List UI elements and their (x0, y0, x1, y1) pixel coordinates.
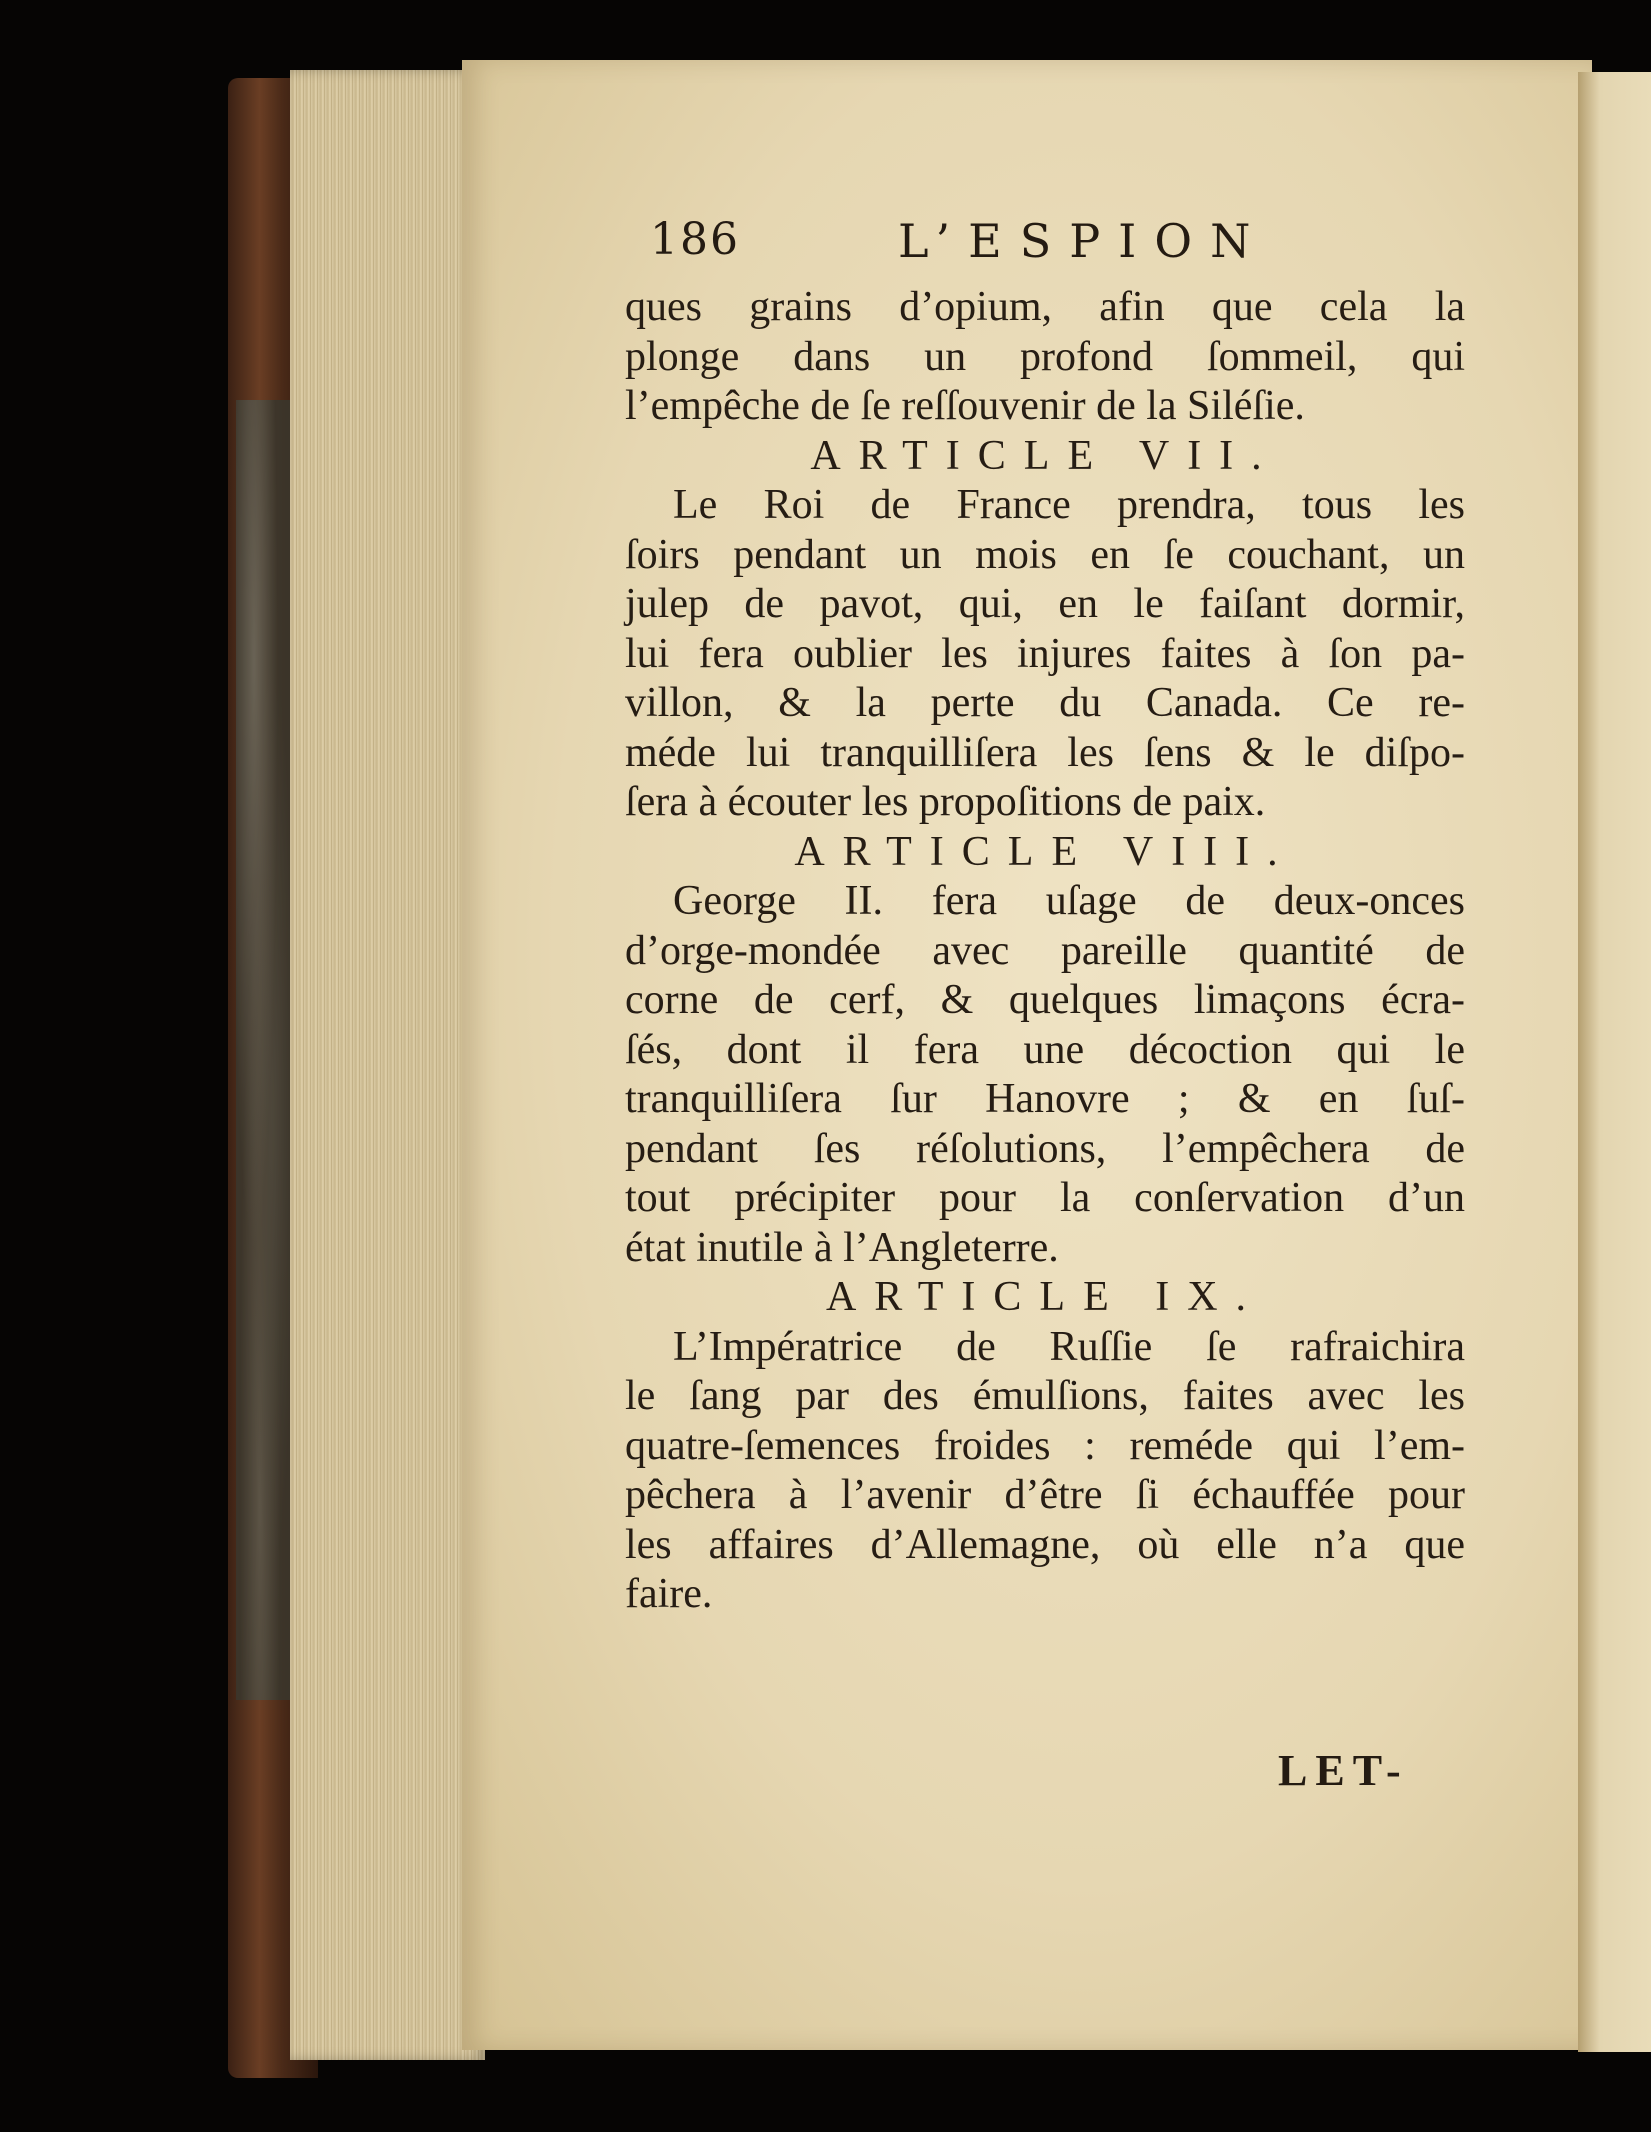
text-line: quatre-ſemences froides : reméde qui l’em- (625, 1422, 1465, 1469)
running-title: L’ESPION (898, 214, 1269, 268)
text-line: julep de pavot, qui, en le faiſant dormir, (625, 581, 1465, 627)
text-line: corne de cerf, & quelques limaçons écra- (625, 977, 1465, 1023)
text-line: George II. fera uſage de deux-onces (673, 878, 1465, 924)
text-line: pendant ſes réſolutions, l’empêchera de (625, 1125, 1465, 1172)
text-line: ſoirs pendant un mois en ſe couchant, un (625, 531, 1465, 578)
text-line: l’empêche de ſe reſſouvenir de la Siléſie. (625, 383, 1305, 429)
running-head (650, 214, 1430, 274)
article-heading: ARTICLE VII. (810, 432, 1280, 479)
text-line: état inutile à l’Angleterre. (625, 1224, 1059, 1271)
article-heading: ARTICLE IX. (825, 1274, 1265, 1320)
text-line: lui fera oublier les injures faites à ſon pa- (625, 630, 1465, 677)
text-line: d’orge-mondée avec pareille quantité de (625, 927, 1465, 974)
text-line: villon, & la perte du Canada. Ce re- (625, 680, 1465, 726)
page-number: 186 (650, 214, 740, 265)
text-line: tranquilliſera ſur Hanovre ; & en ſuſ- (625, 1076, 1465, 1122)
text-line: pêchera à l’avenir d’être ſi échauffée pour (625, 1472, 1465, 1518)
text-line: ſera à écouter les propoſitions de paix. (625, 779, 1266, 825)
body-text (625, 283, 1465, 1620)
text-line: ſés, dont il fera une décoction qui le (625, 1026, 1465, 1073)
text-line: les affaires d’Allemagne, où elle n’a que (625, 1521, 1465, 1568)
facing-page-edge (1578, 72, 1651, 2052)
text-line: ques grains d’opium, afin que cela la (625, 284, 1465, 330)
text-line: le ſang par des émulſions, faites avec les (625, 1373, 1465, 1419)
marbled-cover (236, 400, 296, 1700)
text-line: L’Impératrice de Ruſſie ſe rafraichira (673, 1323, 1465, 1370)
text-line: Le Roi de France prendra, tous les (673, 482, 1465, 528)
text-line: tout précipiter pour la conſervation d’un (625, 1175, 1465, 1221)
text-line: plonge dans un profond ſommeil, qui (625, 333, 1465, 380)
text-line: faire. (625, 1571, 713, 1617)
text-line: méde lui tranquilliſera les ſens & le diſpo- (625, 729, 1465, 776)
article-heading: ARTICLE VIII. (794, 828, 1296, 875)
page-edges (290, 70, 485, 2060)
catchword: LET- (1278, 1746, 1409, 1795)
